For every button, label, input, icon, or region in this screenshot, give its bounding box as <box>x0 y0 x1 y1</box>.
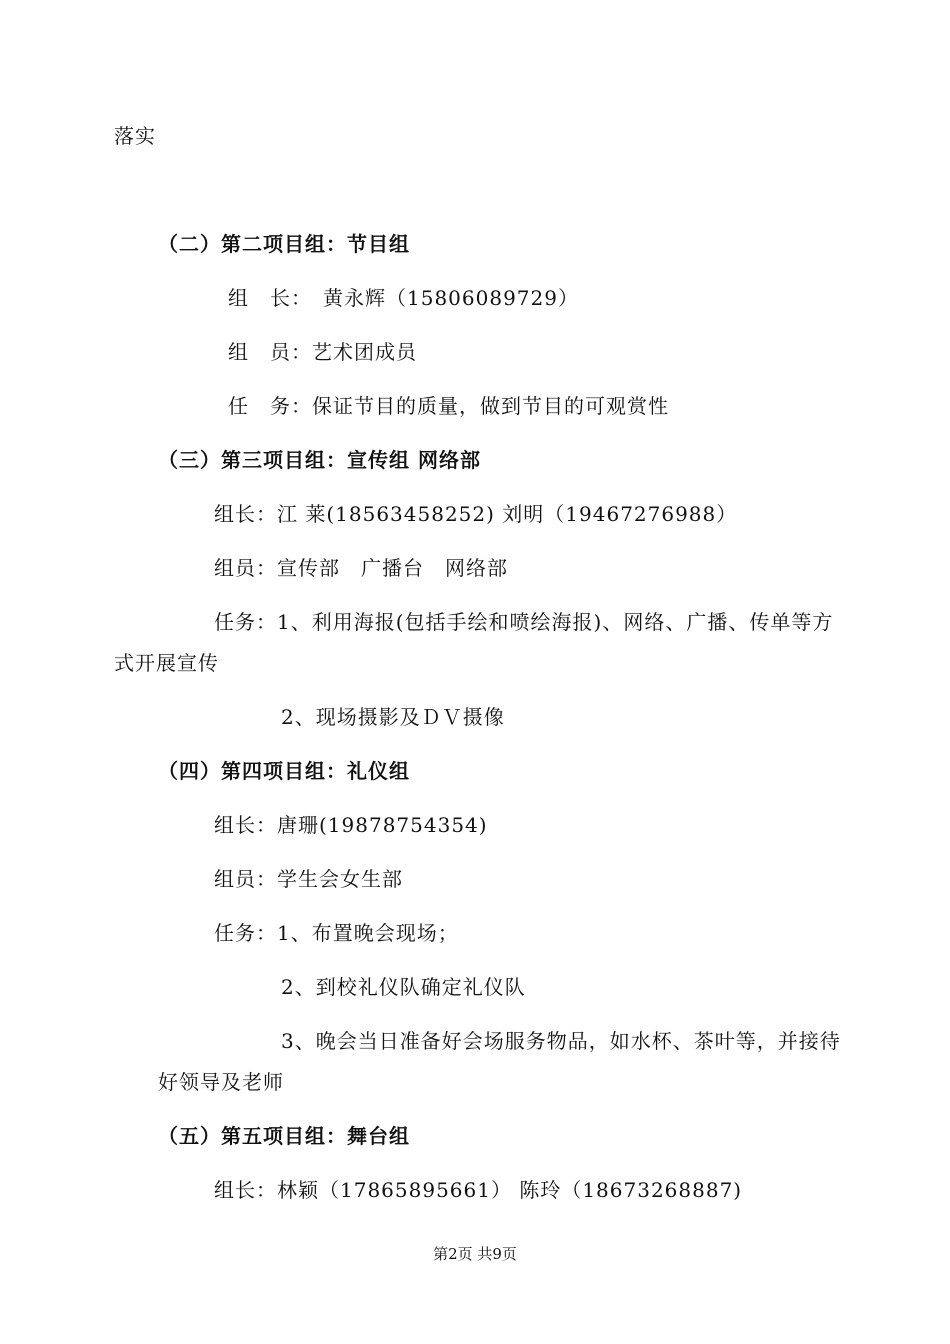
text-line: 组长：唐珊(19878754354) <box>214 813 488 837</box>
text-line: 好领导及老师 <box>158 1070 284 1094</box>
text-line: 组员：宣传部 广播台 网络部 <box>214 556 508 580</box>
text-line: 组员：学生会女生部 <box>214 867 403 891</box>
text-line: 任务：1、利用海报(包括手绘和喷绘海报)、网络、广播、传单等方 <box>214 610 834 634</box>
text-line: 落实 <box>114 124 156 148</box>
section-heading-2: （二）第二项目组：节目组 <box>158 232 410 256</box>
text-line: 3、晚会当日准备好会场服务物品，如水杯、茶叶等，并接待 <box>281 1029 841 1053</box>
page-number-footer: 第2页 共9页 <box>433 1245 517 1263</box>
text-line: 任务：1、布置晚会现场； <box>214 921 459 945</box>
section-heading-5: （五）第五项目组：舞台组 <box>158 1124 410 1148</box>
text-line: 组长：江 莱(18563458252) 刘明（19467276988） <box>214 502 738 526</box>
text-line: 2、到校礼仪队确定礼仪队 <box>281 975 526 999</box>
text-line: 组 长： 黄永辉（15806089729） <box>228 286 579 310</box>
text-line: 任 务：保证节目的质量，做到节目的可观赏性 <box>228 394 669 418</box>
text-line: 式开展宣传 <box>114 651 219 675</box>
section-heading-4: （四）第四项目组：礼仪组 <box>158 759 410 783</box>
text-line: 2、现场摄影及ＤＶ摄像 <box>281 705 505 729</box>
text-line: 组 员：艺术团成员 <box>228 340 417 364</box>
text-line: 组长：林颖（17865895661） 陈玲（18673268887) <box>214 1178 743 1202</box>
section-heading-3: （三）第三项目组：宣传组 网络部 <box>158 448 481 472</box>
